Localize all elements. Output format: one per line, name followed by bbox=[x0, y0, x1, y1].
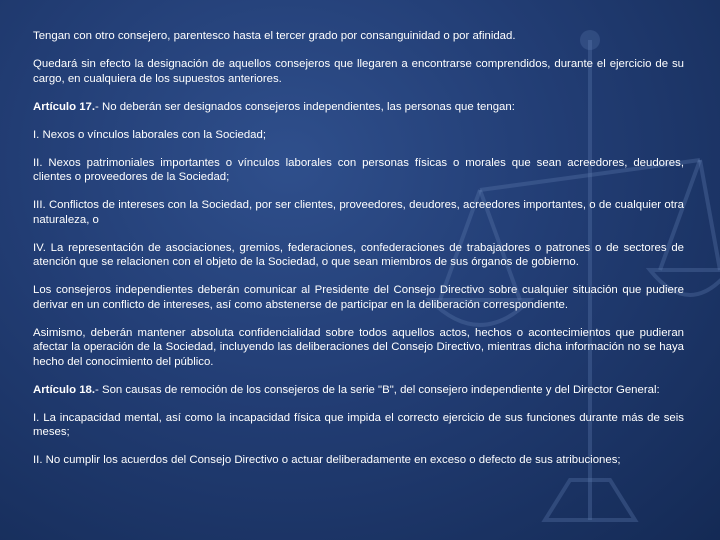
article-18-heading bbox=[33, 383, 684, 398]
paragraph-text: III. Conflictos de intereses con la Sociedad, por ser clientes, proveedores, deudores, acreedores importantes, o de cualquier otra naturaleza, o bbox=[33, 199, 684, 226]
paragraph-text: Quedará sin efecto la designación de aquellos consejeros que llegaren a encontrarse comprendidos, durante el ejercicio de su cargo, en cualquiera de los supuestos anteriores. bbox=[33, 58, 684, 85]
paragraph-text: II. Nexos patrimoniales importantes o vínculos laborales con personas físicas o morales que sean acreedores, deudores, clientes o proveedores de la Sociedad; bbox=[33, 156, 684, 183]
paragraph-text: II. No cumplir los acuerdos del Consejo Directivo o actuar deliberadamente en exceso o defecto de sus atribuciones; bbox=[33, 454, 621, 466]
paragraph-text: - Son causas de remoción de los consejeros de la serie "B", del consejero independiente y del Director General: bbox=[95, 383, 660, 396]
paragraph-9 bbox=[33, 326, 684, 370]
article-17-heading bbox=[33, 100, 684, 115]
document-body bbox=[33, 29, 684, 481]
paragraph-text: - No deberán ser designados consejeros independientes, las personas que tengan: bbox=[95, 100, 515, 113]
paragraph-8 bbox=[33, 283, 684, 312]
paragraph-text: Asimismo, deberán mantener absoluta confidencialidad sobre todos aquellos actos, hechos o acontecimientos que pudieran afectar la operación de la Sociedad, incluyendo las deliberaciones del Consejo Directivo, mientras dicha información no se haya hecho del conocimiento del público. bbox=[33, 326, 684, 368]
article-17-number: Artículo 17. bbox=[33, 100, 96, 113]
list-item-6 bbox=[33, 453, 684, 468]
paragraph-1 bbox=[33, 29, 684, 44]
list-item-1 bbox=[33, 128, 684, 143]
list-item-5 bbox=[33, 411, 684, 440]
article-18-number: Artículo 18. bbox=[33, 383, 96, 396]
paragraph-text: I. Nexos o vínculos laborales con la Sociedad; bbox=[33, 128, 267, 141]
paragraph-text: I. La incapacidad mental, así como la incapacidad física que impida el correcto ejercicio de sus funciones durante más de seis meses; bbox=[33, 411, 684, 438]
list-item-2 bbox=[33, 156, 684, 185]
list-item-4 bbox=[33, 241, 684, 270]
paragraph-text: Tengan con otro consejero, parentesco hasta el tercer grado por consanguinidad o por afinidad. bbox=[33, 30, 516, 42]
paragraph-text: Los consejeros independientes deberán comunicar al Presidente del Consejo Directivo sobre cualquier situación que pudiere derivar en un conflicto de intereses, así como abstenerse de participar en la deliberación correspondiente. bbox=[33, 284, 684, 311]
paragraph-text: IV. La representación de asociaciones, gremios, federaciones, confederaciones de trabajadores o patrones o de sectores de atención que se relacionen con el objeto de la Sociedad, o que sean miembros de sus órganos de gobierno. bbox=[33, 241, 684, 268]
paragraph-2 bbox=[33, 57, 684, 86]
list-item-3 bbox=[33, 198, 684, 227]
